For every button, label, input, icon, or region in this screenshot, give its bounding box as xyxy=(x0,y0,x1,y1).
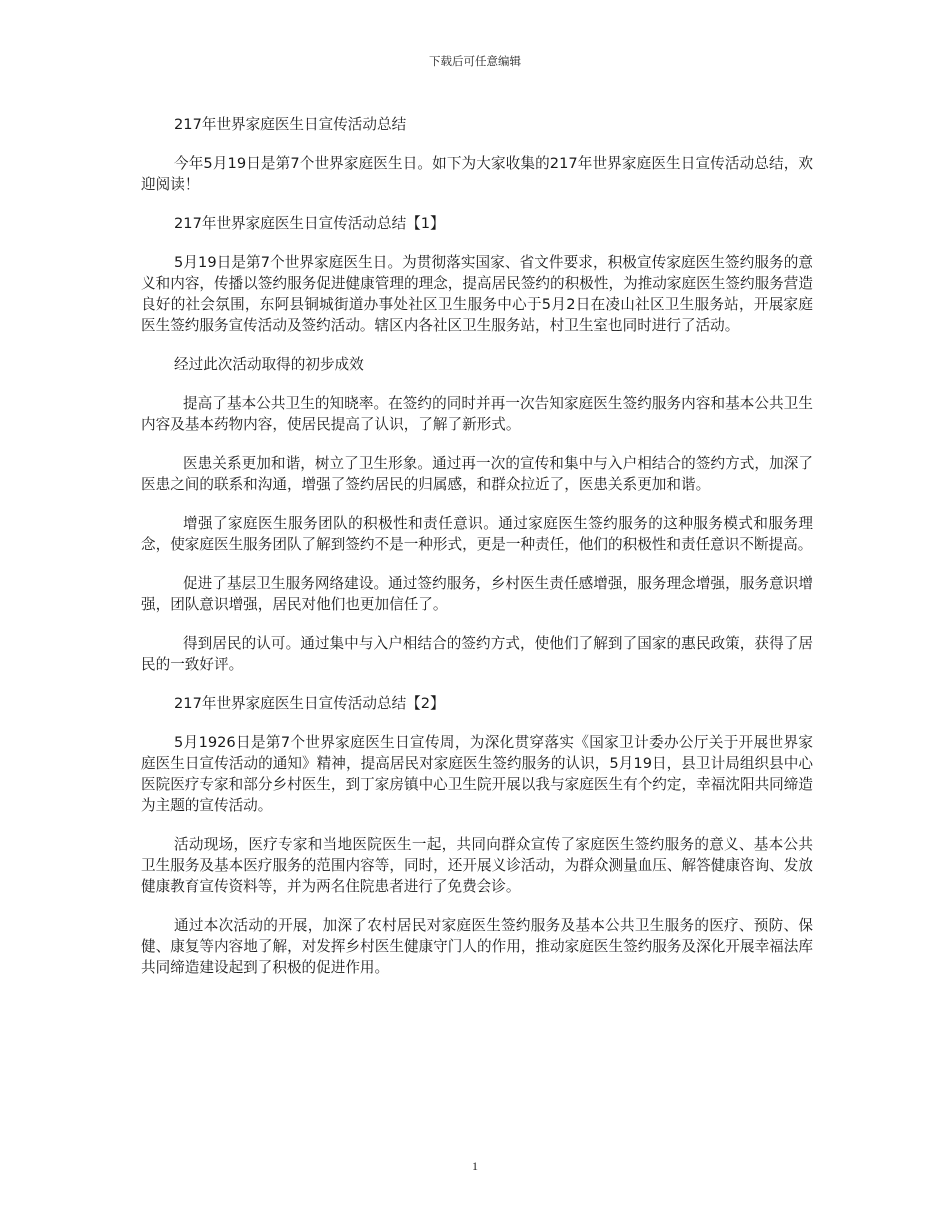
result-item: 增强了家庭医生服务团队的积极性和责任意识。通过家庭医生签约服务的这种服务模式和服务理念，使家庭医生服务团队了解到签约不是一种形式，更是一种责任，他们的积极性和责任意识不断提高。 xyxy=(141,515,813,553)
section-heading-2: 217年世界家庭医生日宣传活动总结【2】 xyxy=(174,695,445,712)
page-header: 下载后可任意编辑 xyxy=(429,54,521,68)
body-paragraph: 活动现场，医疗专家和当地医院医生一起，共同向群众宣传了家庭医生签约服务的意义、基本公共卫生服务及基本医疗服务的范围内容等，同时，还开展义诊活动，为群众测量血压、解答健康咨询、发放健康教育宣传资料等，并为两名住院患者进行了免费会诊。 xyxy=(141,836,813,895)
intro-paragraph: 今年5月19日是第7个世界家庭医生日。如下为大家收集的217年世界家庭医生日宣传活动总结，欢迎阅读！ xyxy=(141,155,813,193)
body-paragraph: 通过本次活动的开展，加深了农村居民对家庭医生签约服务及基本公共卫生服务的医疗、预防、保健、康复等内容地了解，对发挥乡村医生健康守门人的作用，推动家庭医生签约服务及深化开展幸福法库共同缔造建设起到了积极的促进作用。 xyxy=(141,917,813,976)
document-title: 217年世界家庭医生日宣传活动总结 xyxy=(174,116,407,133)
subheading: 经过此次活动取得的初步成效 xyxy=(174,356,364,373)
body-paragraph: 5月1926日是第7个世界家庭医生日宣传周，为深化贯穿落实《国家卫计委办公厅关于开展世界家庭医生日宣传活动的通知》精神，提高居民对家庭医生签约服务的认识，5月19日，县卫计局组织县中心医院医疗专家和部分乡村医生，到丁家房镇中心卫生院开展以我与家庭医生有个约定，幸福沈阳共同缔造为主题的宣传活动。 xyxy=(141,734,813,814)
page-number: 1 xyxy=(472,1159,478,1173)
document-body xyxy=(141,114,813,996)
result-item: 得到居民的认可。通过集中与入户相结合的签约方式，使他们了解到了国家的惠民政策，获得了居民的一致好评。 xyxy=(141,635,813,673)
result-item: 提高了基本公共卫生的知晓率。在签约的同时并再一次告知家庭医生签约服务内容和基本公共卫生内容及基本药物内容，使居民提高了认识，了解了新形式。 xyxy=(141,395,813,433)
body-paragraph: 5月19日是第7个世界家庭医生日。为贯彻落实国家、省文件要求，积极宣传家庭医生签约服务的意义和内容，传播以签约服务促进健康管理的理念，提高居民签约的积极性，为推动家庭医生签约服务营造良好的社会氛围，东阿县铜城街道办事处社区卫生服务中心于5月2日在凌山社区卫生服务站，开展家庭医生签约服务宣传活动及签约活动。辖区内各社区卫生服务站，村卫生室也同时进行了活动。 xyxy=(141,254,813,334)
section-heading-1: 217年世界家庭医生日宣传活动总结【1】 xyxy=(174,215,445,232)
result-item: 促进了基层卫生服务网络建设。通过签约服务，乡村医生责任感增强，服务理念增强，服务意识增强，团队意识增强，居民对他们也更加信任了。 xyxy=(141,575,813,613)
result-item: 医患关系更加和谐，树立了卫生形象。通过再一次的宣传和集中与入户相结合的签约方式，加深了医患之间的联系和沟通，增强了签约居民的归属感，和群众拉近了，医患关系更加和谐。 xyxy=(141,455,813,493)
